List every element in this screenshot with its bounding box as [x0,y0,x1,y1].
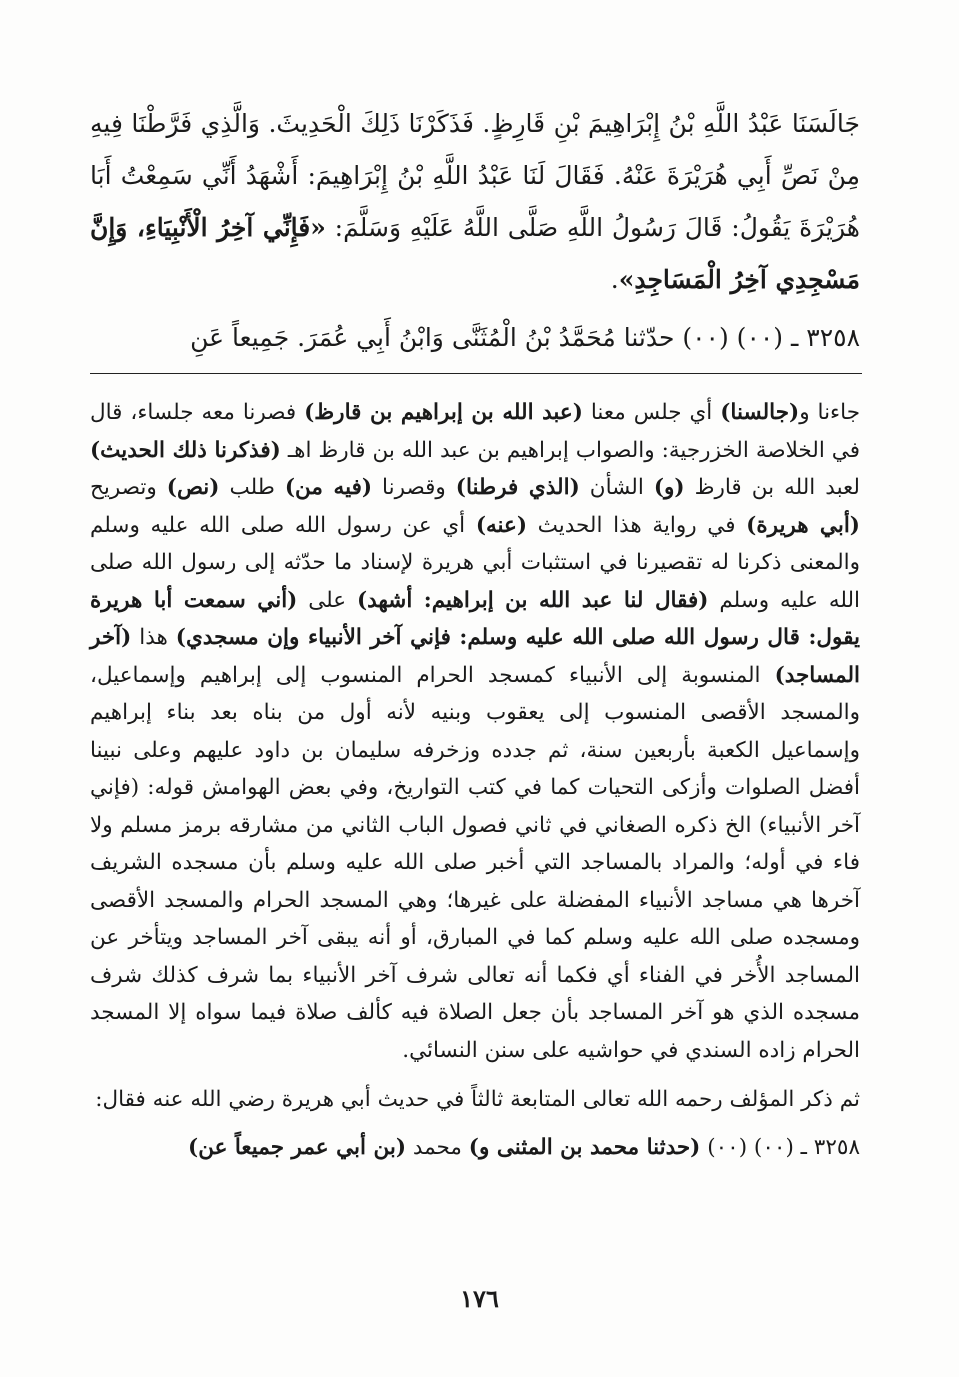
text-run: ثم ذكر المؤلف رحمه الله تعالى المتابعة ثالثاً في حديث أبي هريرة رضي الله عنه فقال: [95,1087,860,1112]
bold-quote-run: (آخر المساجد) [90,625,860,688]
bold-quote-run: (نص) [166,475,220,500]
text-run: محمد [406,1134,469,1160]
bold-quote-run: «فَإِنِّي آخِرُ الْأَنْبِيَاءِ، وَإِنَّ مَسْجِدِي آخِرُ الْمَسَاجِدِ» [90,213,860,294]
text-run: المنسوبة إلى الأنبياء كمسجد الحرام المنسوب إلى إبراهيم وإسماعيل، والمسجد الأقصى المنسوب إلى يعقوب وبنيه لأنه أول من بناه بعد بناء إبراهيم وإسماعيل الكعبة بأربعين سنة، ثم جدده وزخرفه سليمان بن داود عليهم وعلى نبينا أفضل الصلوات وأزكى التحيات كما في كتب التواريخ، وفي بعض الهوامش قوله: (فإني آخر الأنبياء) الخ ذكره الصغاني في ثاني فصول الباب الثاني من مشارقه برمز مسلم ولا فاء في أوله؛ والمراد بالمساجد التي أخبر صلى الله عليه وسلم بأن مسجده الشريف آخرها هي مساجد الأنبياء المفضلة على غيرها؛ وهي المسجد الحرام والمسجد الأقصى ومسجده صلى الله عليه وسلم كما في المبارق، أو أنه يبقى آخر المساجد ويتأخر عن المساجد الأُخر في الفناء أي فكما أنه تعالى شرف آخر الأنبياء بما شرف كذلك شرف مسجده الذي هو آخر المساجد بأن جعل الصلاة فيه كألف صلاة فيما سواه إلا المسجد الحرام زاده السندي في حواشيه على سنن النسائي. [90,662,860,1063]
bold-quote-run: (بن أبي عمر جميعاً عن) [188,1134,406,1160]
bold-quote-run: (فيه من) [284,475,373,500]
text-run: ٣٢٥٨ ـ (٠٠) (٠٠) حدّثنا مُحَمَّدُ بْنُ الْمُثَنَّى وَابْنُ أَبِي عُمَرَ. جَمِيعاً عَنِ [190,323,860,352]
text-run: على [297,587,357,613]
commentary-transition [90,1081,860,1119]
text-run: أي جلس معنا [582,400,721,425]
text-run: وقصرنا [372,475,456,500]
bold-quote-run: (الذي فرطنا) [455,475,580,500]
text-run: هذا [131,625,176,650]
text-run: في رواية هذا الحديث [527,512,747,538]
commentary-text [90,394,860,1166]
hadith-next-chain [90,312,860,364]
bold-quote-run: (أني سمعت أبا هريرة يقول: قال رسول الله صلى الله عليه وسلم: فإني آخر الأنبياء وإن مسجدي) [90,587,860,650]
text-run: . [610,265,619,294]
hadith-paragraph [90,98,860,306]
bold-quote-run: (و) [653,475,685,500]
bold-quote-run: (جالسنا) [720,400,800,425]
text-run: طلب [219,475,285,500]
bold-quote-run: (عبد الله بن إبراهيم بن قارظ) [304,400,583,425]
bold-quote-run: (عنه) [475,512,528,538]
page-number: ١٧٦ [460,1284,499,1313]
bold-quote-run: (فذكرنا ذلك الحديث) [90,437,281,463]
hadith-text [90,98,860,364]
text-run: أي عن رسول الله صلى الله عليه وسلم والمعنى ذكرنا له تقصيرنا في استثبات أبي هريرة لإسناد ما حدّثه إلى رسول الله صلى الله عليه وسلم [90,512,860,613]
text-run: جاءنا و [799,400,861,425]
text-run: وتصريح [90,475,167,500]
bold-quote-run: (فقال لنا عبد الله بن إبراهيم: أشهد) [356,587,709,613]
text-run: الشأن [579,475,654,500]
text-run: ٣٢٥٨ ـ (٠٠) (٠٠) [700,1134,860,1160]
bold-quote-run: (حدثنا محمد بن المثنى و) [468,1134,701,1160]
text-run: لعبد الله بن قارظ [684,475,860,500]
text-run: جَالَسَنَا عَبْدُ اللَّهِ بْنُ إِبْرَاهِيمَ بْنِ قَارِظٍ. فَذَكَرْنَا ذَلِكَ الْحَدِيثَ. وَالَّذِي فَرَّطْنَا فِيهِ مِنْ نَصِّ أَبِي هُرَيْرَةَ عَنْهُ. فَقَالَ لَنَا عَبْدُ اللَّهِ بْنُ إِبْرَاهِيمَ: أَشْهَدُ أَنِّي سَمِعْتُ أَبَا هُرَيْرَةَ يَقُولُ: قَالَ رَسُولُ اللَّهِ صَلَّى اللَّهُ عَلَيْهِ وَسَلَّمَ: [90,109,860,242]
commentary-next-chain [90,1129,860,1167]
footnote-divider [90,373,862,374]
bold-quote-run: (أبي هريرة) [746,512,860,538]
commentary-paragraph [90,394,860,1069]
text-run: فصرنا معه جلساء، قال في الخلاصة الخزرجية: والصواب إبراهيم بن عبد الله بن قارظ اهـ [90,400,861,463]
